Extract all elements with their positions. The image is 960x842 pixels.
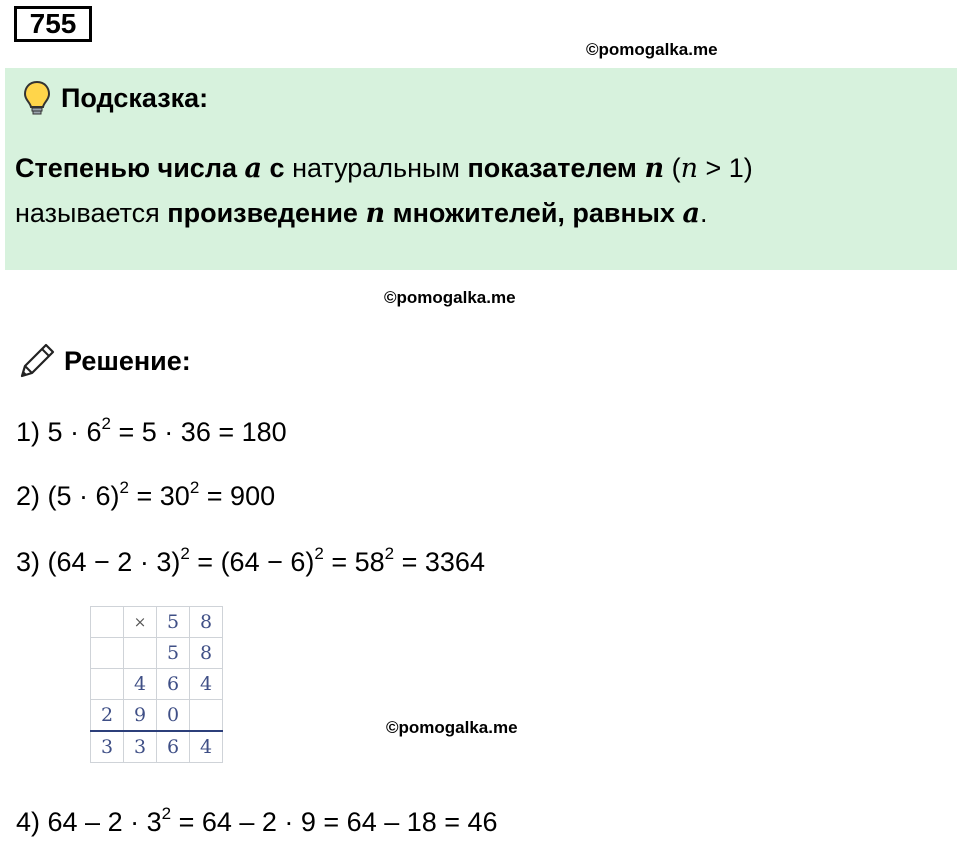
grid-row: 2 9 0 [91, 700, 223, 732]
hint-box [5, 68, 957, 270]
watermark: ©pomogalka.me [386, 718, 518, 737]
task-number: 755 [14, 6, 92, 42]
lightbulb-icon [23, 80, 51, 116]
solution-line-2: 2) $(5 \cdot 6)^2 = 30^2 = 900$ [16, 478, 276, 511]
hint-header [23, 80, 208, 116]
hint-title: Подсказка: [61, 82, 209, 113]
multiplication-grid [90, 606, 223, 763]
grid-row: 5 8 [91, 638, 223, 669]
solution-header [16, 340, 191, 382]
hint-text: Степенью числа a с натуральным показателем n (n > 1) называется произведение n множителей, равных a. [15, 153, 753, 229]
grid-row-result: 3 3 6 4 [91, 731, 223, 763]
grid-row: 4 6 4 [91, 669, 223, 700]
solution-line-4: 4) $64 - 2 \cdot 3^2 = 64 - 2 \cdot 9 = 64 - 18 = 46$ [16, 804, 498, 837]
solution-line-3: 3) $(64 - 2 \cdot 3)^2 = (64 - 6)^2 = 58^2 = 3364$ [16, 544, 485, 577]
watermark: ©pomogalka.me [586, 40, 718, 59]
solution-title: Решение: [64, 345, 191, 376]
watermark: ©pomogalka.me [384, 288, 516, 307]
grid-row: × 5 8 [91, 607, 223, 638]
solution-line-1: 1) $5 \cdot 6^2 = 5 \cdot 36 = 180$ [16, 414, 287, 447]
pencil-icon [16, 340, 58, 382]
